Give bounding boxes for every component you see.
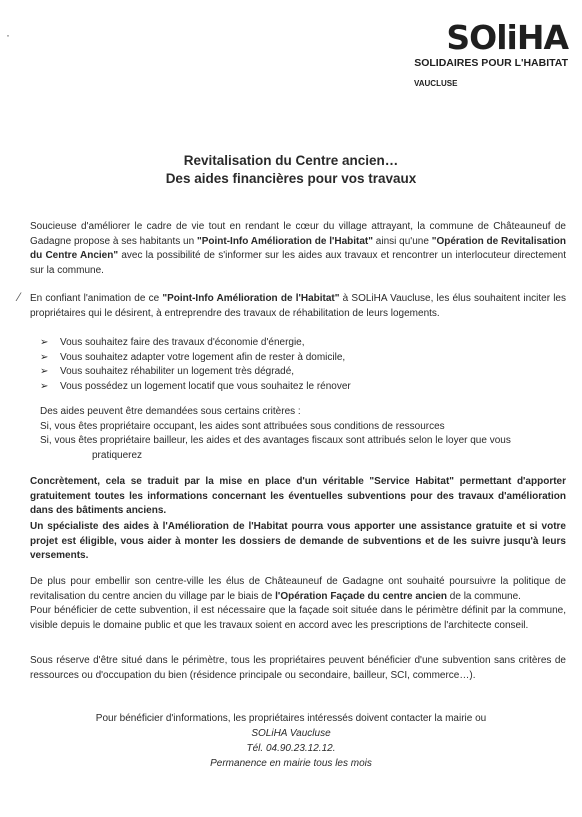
title-line-1: Revitalisation du Centre ancien… [183,153,399,168]
arrow-bullet-icon: ➢ [40,380,49,392]
intro-operation: "Opération de Revitalisation du Centre Ancien" [30,235,566,261]
facade-paragraph-2: Pour bénéficier de cette subvention, il est nécessaire que la façade soit située dans le périmètre définit par la commune, visible depuis le domaine public et que les travaux soient en accord avec les prescriptions de l'architecte conseil. [30,605,566,631]
criteria-occupant: Si, vous êtes propriétaire occupant, les aides sont attribuées sous conditions de ressources [40,420,445,432]
intro-paragraph [30,220,566,278]
soliha-logo [414,20,568,90]
logo-tagline: SOLIDAIRES POUR L'HABITAT [414,57,568,69]
para2-text-2: à SOLiHA Vaucluse, les élus souhaitent inciter les propriétaires qui le désirent, à entreprendre des travaux de réhabilitation de leurs logements. [30,293,566,319]
contact-footer [0,711,582,771]
facade-paragraph-1 [30,575,566,604]
criteria-bailleur-cont: pratiquerez [92,449,143,461]
logo-region: VAUCLUSE [414,79,458,88]
list-item: ➢ Vous possédez un logement locatif que vous souhaitez le rénover [40,380,540,395]
contact-org: SOLiHA Vaucluse [251,728,331,739]
contact-intro: Pour bénéficier d'informations, les propriétaires intéressés doivent contacter la mairie ou [95,713,487,724]
list-item: ➢ Vous souhaitez adapter votre logement afin de rester à domicile, [40,351,540,366]
para2-text-1: En confiant l'animation de ce [30,293,163,304]
contact-permanence: Permanence en mairie tous les mois [210,758,372,769]
animation-paragraph [30,292,566,321]
list-item: ➢ Vous souhaitez faire des travaux d'économie d'énergie, [40,336,540,351]
logo-name: SOliHA [446,18,568,57]
list-item: ➢ Vous souhaitez réhabiliter un logement très dégradé, [40,365,540,380]
facade-text-2: de la commune. [447,590,521,602]
intro-text-1: Soucieuse d'améliorer le cadre de vie tout en rendant le cœur du village attrayant, la commune de Châteauneuf de Gadagne propose à ses habitants un [30,221,566,247]
criteria-bailleur: Si, vous êtes propriétaire bailleur, les aides et des avantages fiscaux sont attribués selon le loyer que vous [40,435,511,446]
facade-operation: l'Opération Façade du centre ancien [275,590,448,602]
pen-mark: ⁄ [18,290,21,304]
intro-point-info: "Point-Info Amélioration de l'Habitat" [196,235,373,247]
intro-text-2: ainsi qu'une [373,235,432,247]
intro-text-3: avec la possibilité de s'informer sur les aides aux travaux et rencontrer un interlocuteur directement sur la commune. [30,250,566,276]
title-line-2: Des aides financières pour vos travaux [165,171,417,186]
para2-point-info: "Point-Info Amélioration de l'Habitat" [162,293,340,304]
page-title [0,152,582,188]
criteria-block [40,405,566,463]
arrow-bullet-icon: ➢ [40,366,49,377]
service-paragraph-1: Concrètement, cela se traduit par la mise en place d'un véritable "Service Habitat" permettant d'apporter gratuitement toutes les informations concernant les éventuelles subventions pour des travaux d'amélioration dans des bâtiments anciens. [30,476,566,516]
facade-paragraph-3: Sous réserve d'être situé dans le périmètre, tous les propriétaires peuvent bénéficier d'une subvention sans critères de ressources ou d'occupation du bien (résidence principale ou secondaire, bailleur, SCI, commerce…). [30,655,566,681]
service-paragraph-2: Un spécialiste des aides à l'Amélioration de l'Habitat pourra vous apporter une assistance gratuite et si votre projet est éligible, vous aider à monter les dossiers de demande de subventions et de les suivre jusqu'à leurs versements. [30,521,566,561]
contact-phone: Tél. 04.90.23.12.12. [246,743,336,754]
criteria-intro: Des aides peuvent être demandées sous certains critères : [40,406,301,417]
scan-mark: · [6,28,10,42]
arrow-bullet-icon: ➢ [40,337,49,348]
facade-text-1: De plus pour embellir son centre-ville les élus de Châteauneuf de Gadagne ont souhaité poursuivre la politique de revitalisation du centre ancien du village par le biais de [30,576,566,602]
needs-list [40,336,540,394]
arrow-bullet-icon: ➢ [40,351,49,363]
